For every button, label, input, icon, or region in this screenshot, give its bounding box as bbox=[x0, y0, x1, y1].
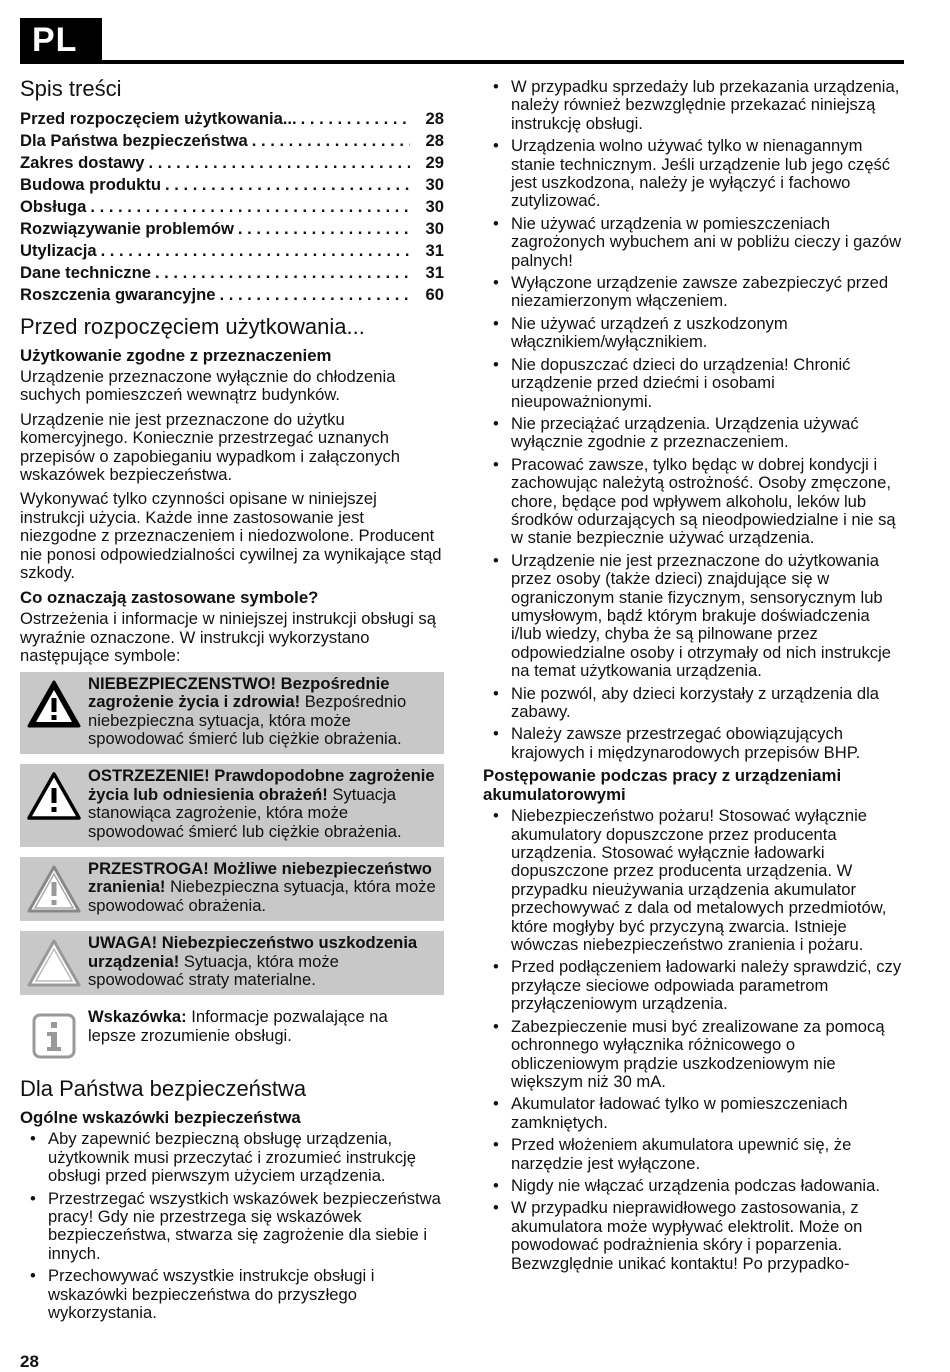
toc-item-page: 30 bbox=[425, 175, 444, 194]
notice-caution bbox=[20, 857, 444, 921]
list-item: • Należy zawsze przestrzegać obowiązujących krajowych i międzynarodowych przepisów BHP. bbox=[483, 725, 903, 762]
notice-tip-label: Wskazówka: bbox=[88, 1007, 187, 1027]
toc-item[interactable] bbox=[20, 152, 444, 174]
list-item: • Niebezpieczeństwo pożaru! Stosować wyłącznie akumulatory dopuszczone przez producenta urządzenia. Stosować wyłącznie ładowarki dopuszczone przez producenta urządzenia. W przypadku nieużywania urządzenia akumulator przechowywać z dala od metalowych przedmiotów, które mogłyby być przyczyną zwarcia. Istnieje wówczas niebezpieczeństwo zranienia i pożaru. bbox=[483, 807, 903, 954]
notice-caution-label: PRZESTROGA! Możliwe niebezpieczeństwo zranienia! bbox=[88, 858, 432, 897]
toc-item-title: Zakres dostawy bbox=[20, 153, 145, 172]
toc-item-page: 30 bbox=[425, 197, 444, 216]
page-number: 28 bbox=[20, 1352, 39, 1371]
notice-attention-text: Sytuacja, która może spowodować straty materialne. bbox=[88, 951, 339, 989]
toc-item[interactable] bbox=[20, 174, 444, 196]
toc-item-title: Obsługa bbox=[20, 197, 87, 216]
paragraph: Urządzenie przeznaczone wyłącznie do chłodzenia suchych pomieszczeń wewnątrz budynków. bbox=[20, 367, 396, 405]
list-item: • Przechowywać wszystkie instrukcje obsługi i wskazówki bezpieczeństwa do przyszłego wykorzystania. bbox=[20, 1267, 444, 1322]
battery-safety-list bbox=[483, 807, 903, 1273]
list-item: • Przed włożeniem akumulatora upewnić się, że narzędzie jest wyłączone. bbox=[483, 1136, 903, 1173]
list-item: • Nie pozwól, aby dzieci korzystały z urządzenia dla zabawy. bbox=[483, 685, 903, 722]
list-item: • W przypadku nieprawidłowego zastosowania, z akumulatora może wypływać elektrolit. Może on powodować podrażnienia skóry i poparzenia. Bezwzględnie unikać kontaktu! Po przypadko- bbox=[483, 1199, 903, 1273]
header-rule bbox=[20, 60, 904, 64]
toc-item-title: Utylizacja bbox=[20, 241, 97, 260]
table-of-contents bbox=[20, 108, 444, 306]
attention-triangle-icon bbox=[26, 937, 82, 989]
toc-item-page: 29 bbox=[425, 153, 444, 172]
list-item: • Nie używać urządzenia w pomieszczeniach zagrożonych wybuchem ani w pobliżu cieczy i gazów palnych! bbox=[483, 215, 903, 270]
notice-tip bbox=[20, 1005, 444, 1066]
list-item: • Zabezpieczenie musi być zrealizowane za pomocą ochronnego wyłącznika różnicowego o obliczeniowym prądzie uszkodzeniowym nie większym niż 30 mA. bbox=[483, 1018, 903, 1092]
notice-warning bbox=[20, 764, 444, 847]
heading-general-safety: Ogólne wskazówki bezpieczeństwa bbox=[20, 1108, 301, 1128]
notice-danger-label: NIEBEZPIECZENSTWO! Bezpośrednie zagrożenie życia i zdrowia! bbox=[88, 673, 390, 712]
paragraph: Wykonywać tylko czynności opisane w niniejszej instrukcji użycia. Każde inne zastosowanie jest niezgodne z przeznaczeniem i niedozwolone. Producent nie ponosi odpowiedzialności cywilnej za wynikające stąd szkody. bbox=[20, 489, 442, 583]
toc-title: Spis treści bbox=[20, 76, 122, 101]
toc-item[interactable] bbox=[20, 218, 444, 240]
general-safety-list-continued bbox=[483, 78, 903, 762]
toc-item[interactable] bbox=[20, 196, 444, 218]
heading-battery-devices: Postępowanie podczas pracy z urządzeniami akumulatorowymi bbox=[483, 766, 842, 805]
list-item: • Nie używać urządzeń z uszkodzonym włącznikiem/wyłącznikiem. bbox=[483, 315, 903, 352]
caution-triangle-icon bbox=[26, 863, 82, 915]
list-item: • Aby zapewnić bezpieczną obsługę urządzenia, użytkownik musi przeczytać i zrozumieć instrukcję obsługi przed pierwszym użyciem urządzenia. bbox=[20, 1130, 444, 1185]
toc-item-page: 60 bbox=[425, 285, 444, 304]
toc-item[interactable] bbox=[20, 240, 444, 262]
list-item: • W przypadku sprzedaży lub przekazania urządzenia, należy również bezwzględnie przekazać niniejszą instrukcję obsługi. bbox=[483, 78, 903, 133]
notice-attention-label: UWAGA! Niebezpieczeństwo uszkodzenia urządzenia! bbox=[88, 933, 418, 971]
toc-item[interactable] bbox=[20, 262, 444, 284]
toc-item-page: 30 bbox=[425, 219, 444, 238]
toc-item-page: 31 bbox=[425, 241, 444, 260]
toc-item-title: Budowa produktu bbox=[20, 175, 162, 194]
notice-warning-text: Sytuacja stanowiąca zagrożenie, która może spowodować śmierć lub ciężkie obrażenia. bbox=[88, 784, 402, 841]
right-column bbox=[483, 78, 903, 1277]
general-safety-list bbox=[20, 1130, 444, 1322]
list-item: • Urządzenie nie jest przeznaczone do użytkowania przez osoby (także dzieci) znajdujące się w ograniczonym stanie fizycznym, sensorycznym lub umysłowym, bądź którym brakuje doświadczenia i/lub wiedzy, chyba że są pilnowane przez odpowiedzialne osoby i otrzymały od nich instrukcje na temat użytkowania urządzenia. bbox=[483, 552, 903, 681]
toc-item[interactable] bbox=[20, 108, 444, 130]
notice-danger-text: Bezpośrednio niebezpieczna sytuacja, która może spowodować śmierć lub ciężkie obrażenia. bbox=[88, 692, 407, 748]
notice-danger bbox=[20, 672, 444, 755]
toc-item-title: Roszczenia gwarancyjne bbox=[20, 285, 216, 304]
left-column bbox=[20, 76, 444, 1326]
heading-symbols: Co oznaczają zastosowane symbole? bbox=[20, 588, 319, 608]
danger-triangle-icon bbox=[26, 678, 82, 730]
toc-item-page: 31 bbox=[425, 263, 444, 282]
list-item: • Wyłączone urządzenie zawsze zabezpieczyć przed niezamierzonym włączeniem. bbox=[483, 274, 903, 311]
list-item: • Nie dopuszczać dzieci do urządzenia! Chronić urządzenie przed dziećmi i osobami nieupoważnionymi. bbox=[483, 356, 903, 411]
paragraph: Ostrzeżenia i informacje w niniejszej instrukcji obsługi są wyraźnie oznaczone. W instrukcji wykorzystano następujące symbole: bbox=[20, 609, 436, 666]
paragraph: Urządzenie nie jest przeznaczone do użytku komercyjnego. Koniecznie przestrzegać uznanych przepisów o zapobieganiu wypadkom i załączonych wskazówek bezpieczeństwa. bbox=[20, 409, 401, 485]
notice-attention bbox=[20, 931, 444, 995]
toc-item[interactable] bbox=[20, 284, 444, 306]
section-title-before-use: Przed rozpoczęciem użytkowania... bbox=[20, 314, 365, 339]
toc-item-page: 28 bbox=[425, 109, 444, 128]
toc-item-page: 28 bbox=[425, 131, 444, 150]
list-item: • Przestrzegać wszystkich wskazówek bezpieczeństwa pracy! Gdy nie przestrzega się wskazówek bezpieczeństwa, stwarza się zagrożenie dla siebie i innych. bbox=[20, 1190, 444, 1264]
toc-item-title: Dane techniczne bbox=[20, 263, 151, 282]
notice-warning-label: OSTRZEZENIE! Prawdopodobne zagrożenie życia lub odniesienia obrażeń! bbox=[88, 766, 435, 804]
list-item: • Nigdy nie włączać urządzenia podczas ładowania. bbox=[483, 1177, 903, 1195]
list-item: • Urządzenia wolno używać tylko w nienagannym stanie technicznym. Jeśli urządzenie lub jego część jest uszkodzona, należy je wyłączyć i fachowo zutylizować. bbox=[483, 137, 903, 211]
toc-item[interactable] bbox=[20, 130, 444, 152]
list-item: • Akumulator ładować tylko w pomieszczeniach zamkniętych. bbox=[483, 1095, 903, 1132]
list-item: • Pracować zawsze, tylko będąc w dobrej kondycji i zachowując należytą ostrożność. Osoby zmęczone, chore, będące pod wpływem alkoholu, leków lub środków odurzających są nieodpowiedzialne i nie są w stanie bezpiecznie używać urządzenia. bbox=[483, 456, 903, 548]
toc-item-title: Dla Państwa bezpieczeństwa bbox=[20, 131, 248, 150]
notice-tip-text: Informacje pozwalające na lepsze zrozumienie obsługi. bbox=[88, 1007, 388, 1045]
list-item: • Nie przeciążać urządzenia. Urządzenia używać wyłącznie zgodnie z przeznaczeniem. bbox=[483, 415, 903, 452]
heading-intended-use: Użytkowanie zgodne z przeznaczeniem bbox=[20, 346, 332, 365]
warning-triangle-icon bbox=[26, 770, 82, 822]
info-icon bbox=[26, 1011, 82, 1063]
notice-caution-text: Niebezpieczna sytuacja, która może spowodować obrażenia. bbox=[88, 877, 436, 915]
section-title-safety: Dla Państwa bezpieczeństwa bbox=[20, 1076, 307, 1102]
language-tab: PL bbox=[20, 18, 102, 62]
toc-item-title: Rozwiązywanie problemów bbox=[20, 219, 234, 238]
list-item: • Przed podłączeniem ładowarki należy sprawdzić, czy przyłącze sieciowe odpowiada parametrom przyłączeniowym urządzenia. bbox=[483, 958, 903, 1013]
toc-item-title: Przed rozpoczęciem użytkowania... bbox=[20, 109, 297, 128]
